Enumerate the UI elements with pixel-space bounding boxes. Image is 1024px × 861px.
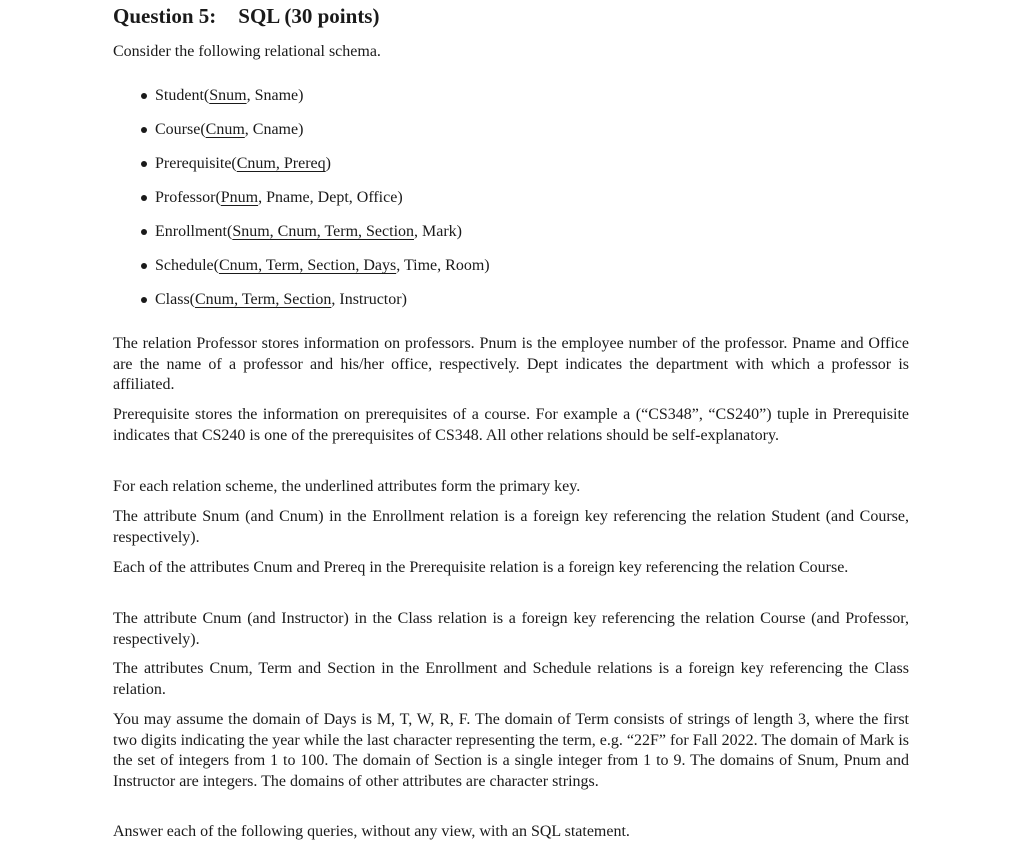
primary-key: Cnum — [205, 121, 245, 138]
paragraph-fk-prerequisite: Each of the attributes Cnum and Prereq in the Prerequisite relation is a foreign key referencing the relation Course. — [113, 559, 849, 576]
paragraph-instructions: Answer each of the following queries, without any view, with an SQL statement. — [113, 823, 630, 840]
paragraph-professor: The relation Professor stores information on professors. Pnum is the employee number of the professor. Pname and Office are the name of a professor and his/her office, respectively. Dept indicates the department with which a professor is affiliated. — [113, 335, 909, 393]
paragraph-primary-key: For each relation scheme, the underlined attributes form the primary key. — [113, 478, 581, 495]
schema-item-enrollment: Enrollment(Snum, Cnum, Term, Section, Mark) — [113, 222, 490, 256]
primary-key: Cnum, Term, Section, Days — [218, 257, 397, 274]
question-heading — [113, 4, 379, 29]
primary-key: Pnum — [220, 189, 259, 206]
primary-key: Cnum, Prereq — [236, 155, 326, 172]
primary-key: Cnum, Term, Section — [195, 291, 332, 308]
paragraph-fk-schedule: The attributes Cnum, Term and Section in the Enrollment and Schedule relations is a foreign key referencing the Class relation. — [113, 660, 909, 698]
schema-item-schedule: Schedule(Cnum, Term, Section, Days, Time, Room) — [113, 256, 490, 290]
schema-item-student: Student(Snum, Sname) — [113, 86, 490, 120]
schema-item-professor: Professor(Pnum, Pname, Dept, Office) — [113, 188, 490, 222]
schema-intro: Consider the following relational schema. — [113, 43, 381, 60]
paragraph-fk-class: The attribute Cnum (and Instructor) in the Class relation is a foreign key referencing the relation Course (and Professor, respectively). — [113, 610, 909, 648]
primary-key: Snum, Cnum, Term, Section — [232, 223, 415, 240]
question-label: Question 5: — [113, 4, 217, 28]
schema-list — [113, 86, 490, 324]
paragraph-domains: You may assume the domain of Days is M, T, W, R, F. The domain of Term consists of strings of length 3, where the first two digits indicating the year while the last character representing the term, e.g. “22F” for Fall 2022. The domain of Mark is the set of integers from 1 to 100. The domain of Section is a single integer from 1 to 9. The domains of Snum, Pnum and Instructor are integers. The domains of other attributes are character strings. — [113, 711, 909, 790]
schema-item-course: Course(Cnum, Cname) — [113, 120, 490, 154]
paragraph-fk-enrollment: The attribute Snum (and Cnum) in the Enrollment relation is a foreign key referencing the relation Student (and Course, respectively). — [113, 508, 909, 546]
question-topic: SQL (30 points) — [238, 4, 380, 28]
schema-item-prerequisite: Prerequisite(Cnum, Prereq) — [113, 154, 490, 188]
primary-key: Snum — [209, 87, 247, 104]
paragraph-prerequisite: Prerequisite stores the information on prerequisites of a course. For example a (“CS348”, “CS240”) tuple in Prerequisite indicates that CS240 is one of the prerequisites of CS348. All other relations should be self-explanatory. — [113, 406, 909, 444]
schema-item-class: Class(Cnum, Term, Section, Instructor) — [113, 290, 490, 324]
